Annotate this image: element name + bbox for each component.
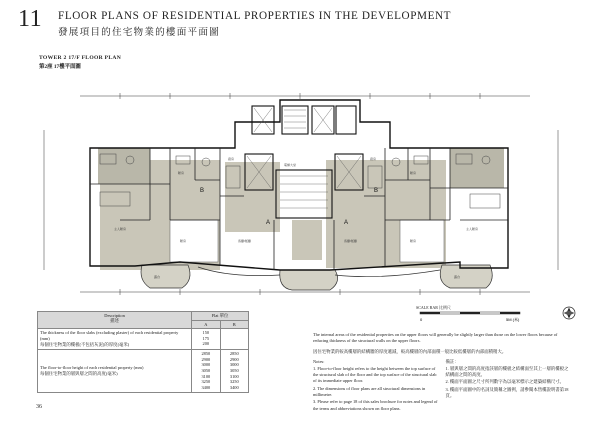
notes-zh-column — [446, 359, 571, 413]
plan-title-chinese: 第2座 17樓平面圖 — [39, 64, 81, 70]
table-header-col-a: A — [192, 321, 220, 329]
note-item: 3. Please refer to page 18 of this sales brochure for notes and legend of the terms and abbreviations shown on floor plans. — [313, 399, 438, 411]
unit-marker-a-right: A — [344, 220, 349, 226]
table-header-flat: Flat 單位 — [192, 312, 249, 321]
row-value-a: 150 175 200 — [192, 329, 220, 350]
svg-text:廚房: 廚房 — [370, 157, 377, 161]
scale-tick-zero: 0 — [420, 317, 423, 322]
scale-bar — [418, 310, 528, 324]
table-header-description: Description 描述 — [38, 312, 192, 329]
notes-intro-zh: 因住宅物業的較高樓層的結構牆的厚度遞減，較高樓層的內部面積一般比較低樓層的內部面積稍大。 — [313, 348, 507, 354]
notes-en-column — [313, 359, 438, 413]
page-number: 36 — [36, 404, 42, 410]
note-item: 1. Floor-to-floor height refers to the height between the top surface of the structural slab of the floor and the top surface of the structural slab of its immediate upper floor. — [313, 365, 437, 384]
svg-text:電梯大堂: 電梯大堂 — [284, 163, 297, 167]
row-value-b: 2850 2900 3000 3050 3100 3250 3400 — [220, 349, 248, 392]
note-item: 1. 層與層之間的高度指該層的樓板之結構面至其上一層的樓板之結構面之間的高度。 — [445, 365, 569, 377]
plan-title: TOWER 2 17/F FLOOR PLAN — [39, 55, 122, 61]
north-arrow-icon — [562, 306, 576, 320]
note-item: 2. The dimensions of floor plans are all structural dimensions in millimetre. — [313, 385, 426, 397]
row-value-b — [220, 329, 248, 350]
page-title-chinese: 發展項目的住宅物業的樓面平面圖 — [58, 27, 220, 38]
svg-text:主人睡房: 主人睡房 — [114, 227, 127, 231]
table-row — [38, 329, 249, 350]
svg-text:客廳/飯廳: 客廳/飯廳 — [238, 239, 251, 243]
svg-text:睡房: 睡房 — [410, 171, 417, 175]
floor-spec-table — [37, 311, 249, 393]
row-description-zh: 每個住宅物業的樓板(不包括灰泥)的厚度(毫米) — [40, 341, 130, 347]
svg-text:睡房: 睡房 — [178, 171, 185, 175]
table-row — [38, 349, 249, 392]
svg-text:露台: 露台 — [454, 275, 461, 279]
unit-marker-b-left: B — [200, 188, 205, 194]
svg-text:露台: 露台 — [154, 275, 161, 279]
row-description-en: The thickness of the floor slabs (excluding plaster) of each residential property (mm) — [40, 330, 179, 341]
svg-text:廚房: 廚房 — [228, 157, 235, 161]
row-value-a: 2850 2900 3000 3050 3100 3250 3400 — [192, 349, 220, 392]
floor-plan-drawing — [30, 70, 570, 302]
page-title: FLOOR PLANS OF RESIDENTIAL PROPERTIES IN THE DEVELOPMENT — [58, 10, 452, 22]
svg-text:睡房: 睡房 — [410, 239, 417, 243]
row-description-en: The floor-to-floor height of each residential property (mm) — [40, 364, 144, 370]
svg-text:客廳/飯廳: 客廳/飯廳 — [344, 239, 357, 243]
svg-text:主人睡房: 主人睡房 — [466, 227, 479, 231]
unit-marker-b-right: B — [374, 188, 379, 194]
svg-text:睡房: 睡房 — [180, 239, 187, 243]
scale-bar-label: SCALE BAR 比例尺 — [416, 305, 451, 310]
scale-tick-end: 5M (米) — [506, 317, 520, 322]
note-item: 3. 樓面平面圖中的名詞及簡稱之圖例，請參閱本售樓說明書第18頁。 — [445, 386, 569, 398]
unit-marker-a-left: A — [266, 220, 271, 226]
note-item: 2. 樓面平面圖之尺寸所列數字為以毫米標示之建築結構尺寸。 — [445, 379, 565, 385]
row-description-zh: 每個住宅物業的層與層之間的高度(毫米) — [40, 370, 118, 376]
notes-section — [313, 332, 570, 413]
notes-intro-en: The internal areas of the residential properties on the upper floors will generally be slightly larger than those on the lower floors because of reducing thickness of the structural walls on the upper floors. — [313, 332, 558, 344]
section-number: 11 — [18, 6, 43, 32]
notes-heading-en: Notes: — [313, 359, 325, 365]
notes-heading-zh: 備註： — [445, 359, 459, 365]
table-header-col-b: B — [220, 321, 248, 329]
